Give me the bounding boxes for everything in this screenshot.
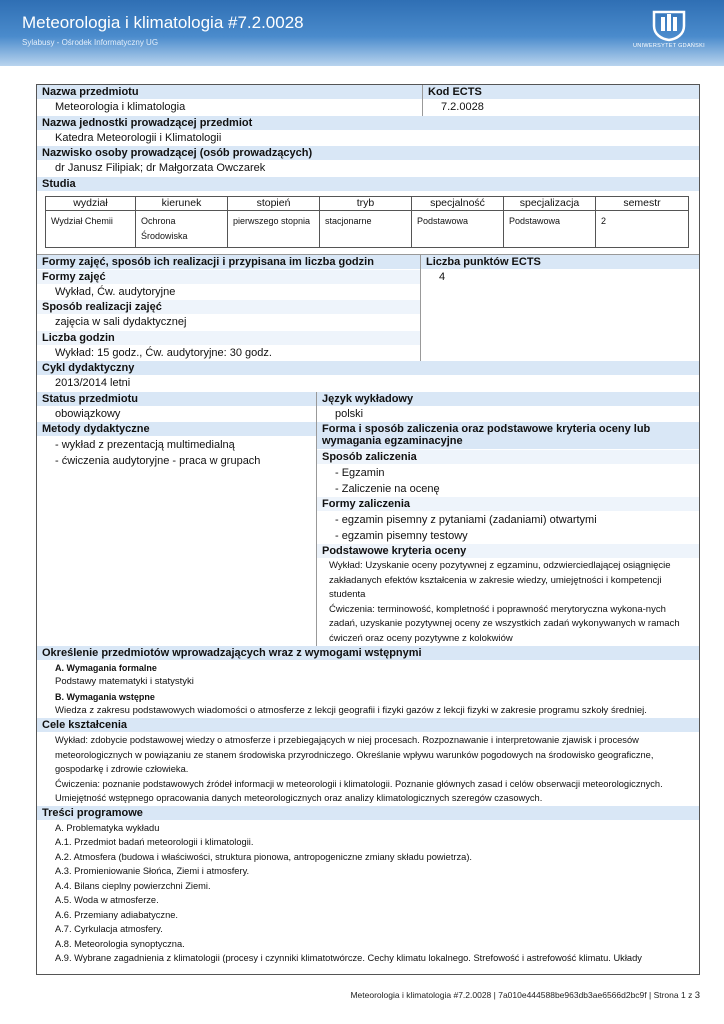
studia-header: kierunek bbox=[136, 196, 228, 210]
lecturers-label: Nazwisko osoby prowadzącej (osób prowadzących) bbox=[37, 146, 699, 161]
studia-header: tryb bbox=[320, 196, 412, 210]
cycle-value: 2013/2014 letni bbox=[37, 376, 699, 392]
assessment-forms-label: Formy zaliczenia bbox=[317, 497, 699, 512]
status-label: Status przedmiotu bbox=[37, 392, 316, 407]
program-line: A.2. Atmosfera (budowa i właściwości, struktura pionowa, antropogeniczne zmiany składu powietrza). bbox=[55, 851, 473, 862]
hours-value: Wykład: 15 godz., Ćw. audytoryjne: 30 godz. bbox=[37, 346, 420, 362]
studia-header: specjalizacja bbox=[504, 196, 596, 210]
method-item: - wykład z prezentacją multimedialną bbox=[55, 439, 235, 451]
program-line: A.6. Przemiany adiabatyczne. bbox=[55, 909, 178, 920]
language-label: Język wykładowy bbox=[317, 392, 699, 407]
syllabus-sheet bbox=[36, 84, 700, 975]
ects-code-label: Kod ECTS bbox=[423, 85, 699, 100]
studia-header: specjalność bbox=[412, 196, 504, 210]
status-value: obowiązkowy bbox=[37, 407, 316, 423]
logo-text: UNIWERSYTET GDAŃSKI bbox=[633, 43, 705, 49]
studia-cell: Wydział Chemii bbox=[46, 210, 136, 247]
ects-code: 7.2.0028 bbox=[423, 100, 699, 116]
program-line: A.5. Woda w atmosferze. bbox=[55, 895, 159, 905]
studia-value-row bbox=[46, 210, 689, 247]
assessment-form-item: - egzamin pisemny z pytaniami (zadaniami) otwartymi bbox=[335, 514, 597, 526]
page-footer bbox=[350, 990, 700, 1001]
criteria-line: zadań, uzyskanie pozytywnej oceny ze wszystkich zadań wykonywanych w ramach bbox=[329, 618, 680, 629]
goals-label: Cele kształcenia bbox=[37, 718, 699, 733]
forms-value: Wykład, Ćw. audytoryjne bbox=[37, 285, 420, 301]
method-value: zajęcia w sali dydaktycznej bbox=[37, 315, 420, 331]
studia-table-wrap bbox=[37, 192, 699, 254]
program-line: A.8. Meteorologia synoptyczna. bbox=[55, 938, 185, 949]
unit-value: Katedra Meteorologii i Klimatologii bbox=[37, 131, 699, 147]
studia-cell: 2 bbox=[596, 210, 689, 247]
course-name-label: Nazwa przedmiotu bbox=[37, 85, 422, 100]
goals-line: Ćwiczenia: poznanie podstawowych źródeł informacji w meteorologii i klimatologii. Poznanie głównych zasad i celów obserwacji meteorologicznych. bbox=[55, 778, 663, 789]
methods-assessment-row bbox=[37, 422, 699, 646]
methods-label: Metody dydaktyczne bbox=[37, 422, 316, 437]
formal-requirements-label: A. Wymagania formalne bbox=[55, 663, 157, 673]
assessment-method-item: - Zaliczenie na ocenę bbox=[335, 483, 440, 495]
criteria-line: studenta bbox=[329, 589, 366, 600]
criteria-label: Podstawowe kryteria oceny bbox=[317, 544, 699, 559]
studia-cell: Podstawowa bbox=[412, 210, 504, 247]
prerequisites-label: Określenie przedmiotów wprowadzających wraz z wymogami wstępnymi bbox=[37, 646, 699, 661]
initial-requirements-label: B. Wymagania wstępne bbox=[55, 691, 155, 702]
forms-label: Formy zajęć bbox=[37, 270, 420, 285]
ects-points-value: 4 bbox=[421, 270, 699, 286]
footer-text: Meteorologia i klimatologia #7.2.0028 | 7a010e444588be963db3ae6566d2bc9f | Strona 1 z bbox=[350, 990, 693, 1000]
ects-points-label: Liczba punktów ECTS bbox=[421, 255, 699, 270]
university-logo bbox=[626, 8, 712, 54]
criteria-line: Wykład: Uzyskanie oceny pozytywnej z egzaminu, odzwierciedlającej osiągnięcie bbox=[329, 560, 671, 571]
program-line: A.7. Cyrkulacja atmosfery. bbox=[55, 924, 163, 934]
header-banner bbox=[0, 0, 724, 66]
forms-section-label: Formy zajęć, sposób ich realizacji i przypisana im liczba godzin bbox=[37, 255, 420, 270]
language-value: polski bbox=[317, 407, 699, 423]
criteria-line: zakładanych efektów kształcenia w zakresie wiedzy, umiejętności i kompetencji bbox=[329, 574, 662, 586]
criteria-line: Ćwiczenia: terminowość, kompletność i poprawność merytoryczna wykona-nych bbox=[329, 603, 666, 615]
studia-cell: pierwszego stopnia bbox=[228, 210, 320, 247]
program-line: A.4. Bilans cieplny powierzchni Ziemi. bbox=[55, 880, 211, 891]
footer-page-total: 3 bbox=[694, 990, 700, 1001]
studia-cell: Podstawowa bbox=[504, 210, 596, 247]
assessment-label: Forma i sposób zaliczenia oraz podstawowe kryteria oceny lub wymagania egzaminacyjne bbox=[317, 422, 699, 450]
page-subtitle: Sylabusy - Ośrodek Informatyczny UG bbox=[22, 38, 159, 47]
studia-header: stopień bbox=[228, 196, 320, 210]
initial-requirements-value: Wiedza z zakresu podstawowych wiadomości o atmosferze z lekcji geografii i fizyki gazów z lekcji fizyki w zakresie programu szkoły średniej. bbox=[55, 704, 647, 716]
studia-header-row bbox=[46, 196, 689, 210]
criteria-line: ćwiczeń oraz oceny pozytywne z kolokwiów bbox=[329, 632, 513, 644]
formal-requirements-value: Podstawy matematyki i statystyki bbox=[55, 676, 194, 687]
method-item: - ćwiczenia audytoryjne - praca w grupach bbox=[55, 455, 261, 467]
studia-cell: Ochrona Środowiska bbox=[136, 210, 228, 247]
assessment-method-item: - Egzamin bbox=[335, 467, 385, 479]
forms-row bbox=[37, 254, 699, 362]
program-line: A. Problematyka wykładu bbox=[55, 822, 160, 833]
studia-label: Studia bbox=[37, 177, 699, 192]
university-emblem-icon bbox=[626, 8, 712, 42]
status-language-row bbox=[37, 392, 699, 423]
goals-line: meteorologicznych w powiązaniu ze stanem środowiska przyrodniczego. Określanie wpływu warunków pogodowych na środowisko geograficzne, bbox=[55, 749, 654, 760]
cycle-label: Cykl dydaktyczny bbox=[37, 361, 699, 376]
course-name-row bbox=[37, 85, 699, 116]
studia-header: wydział bbox=[46, 196, 136, 210]
method-label: Sposób realizacji zajęć bbox=[37, 300, 420, 315]
assessment-method-label: Sposób zaliczenia bbox=[317, 450, 699, 465]
studia-table bbox=[45, 196, 689, 248]
program-line: A.1. Przedmiot badań meteorologii i klimatologii. bbox=[55, 837, 254, 847]
hours-label: Liczba godzin bbox=[37, 331, 420, 346]
studia-header: semestr bbox=[596, 196, 689, 210]
program-line: A.9. Wybrane zagadnienia z klimatologii (procesy i czynniki klimatotwórcze. Cechy klimatu lokalnego. Strefowość i astrefowość klimatu. Układy bbox=[55, 953, 642, 963]
goals-line: Wykład: zdobycie podstawowej wiedzy o atmosferze i przebiegających w niej procesach. Rozpoznawanie i interpretowanie zjawisk i procesów bbox=[55, 735, 639, 745]
goals-line: Umiejętność wstępnego opracowania danych meteorologicznych oraz analizy klimatologicznych szeregów czasowych. bbox=[55, 793, 543, 803]
goals-line: gospodarkę i zdrowie człowieka. bbox=[55, 764, 189, 774]
course-name: Meteorologia i klimatologia bbox=[37, 100, 422, 116]
page-title: Meteorologia i klimatologia #7.2.0028 bbox=[22, 13, 304, 32]
unit-label: Nazwa jednostki prowadzącej przedmiot bbox=[37, 116, 699, 131]
program-line: A.3. Promieniowanie Słońca, Ziemi i atmosfery. bbox=[55, 866, 250, 876]
studia-cell: stacjonarne bbox=[320, 210, 412, 247]
lecturers-value: dr Janusz Filipiak; dr Małgorzata Owczarek bbox=[37, 161, 699, 177]
program-label: Treści programowe bbox=[37, 806, 699, 821]
assessment-form-item: - egzamin pisemny testowy bbox=[335, 530, 468, 542]
